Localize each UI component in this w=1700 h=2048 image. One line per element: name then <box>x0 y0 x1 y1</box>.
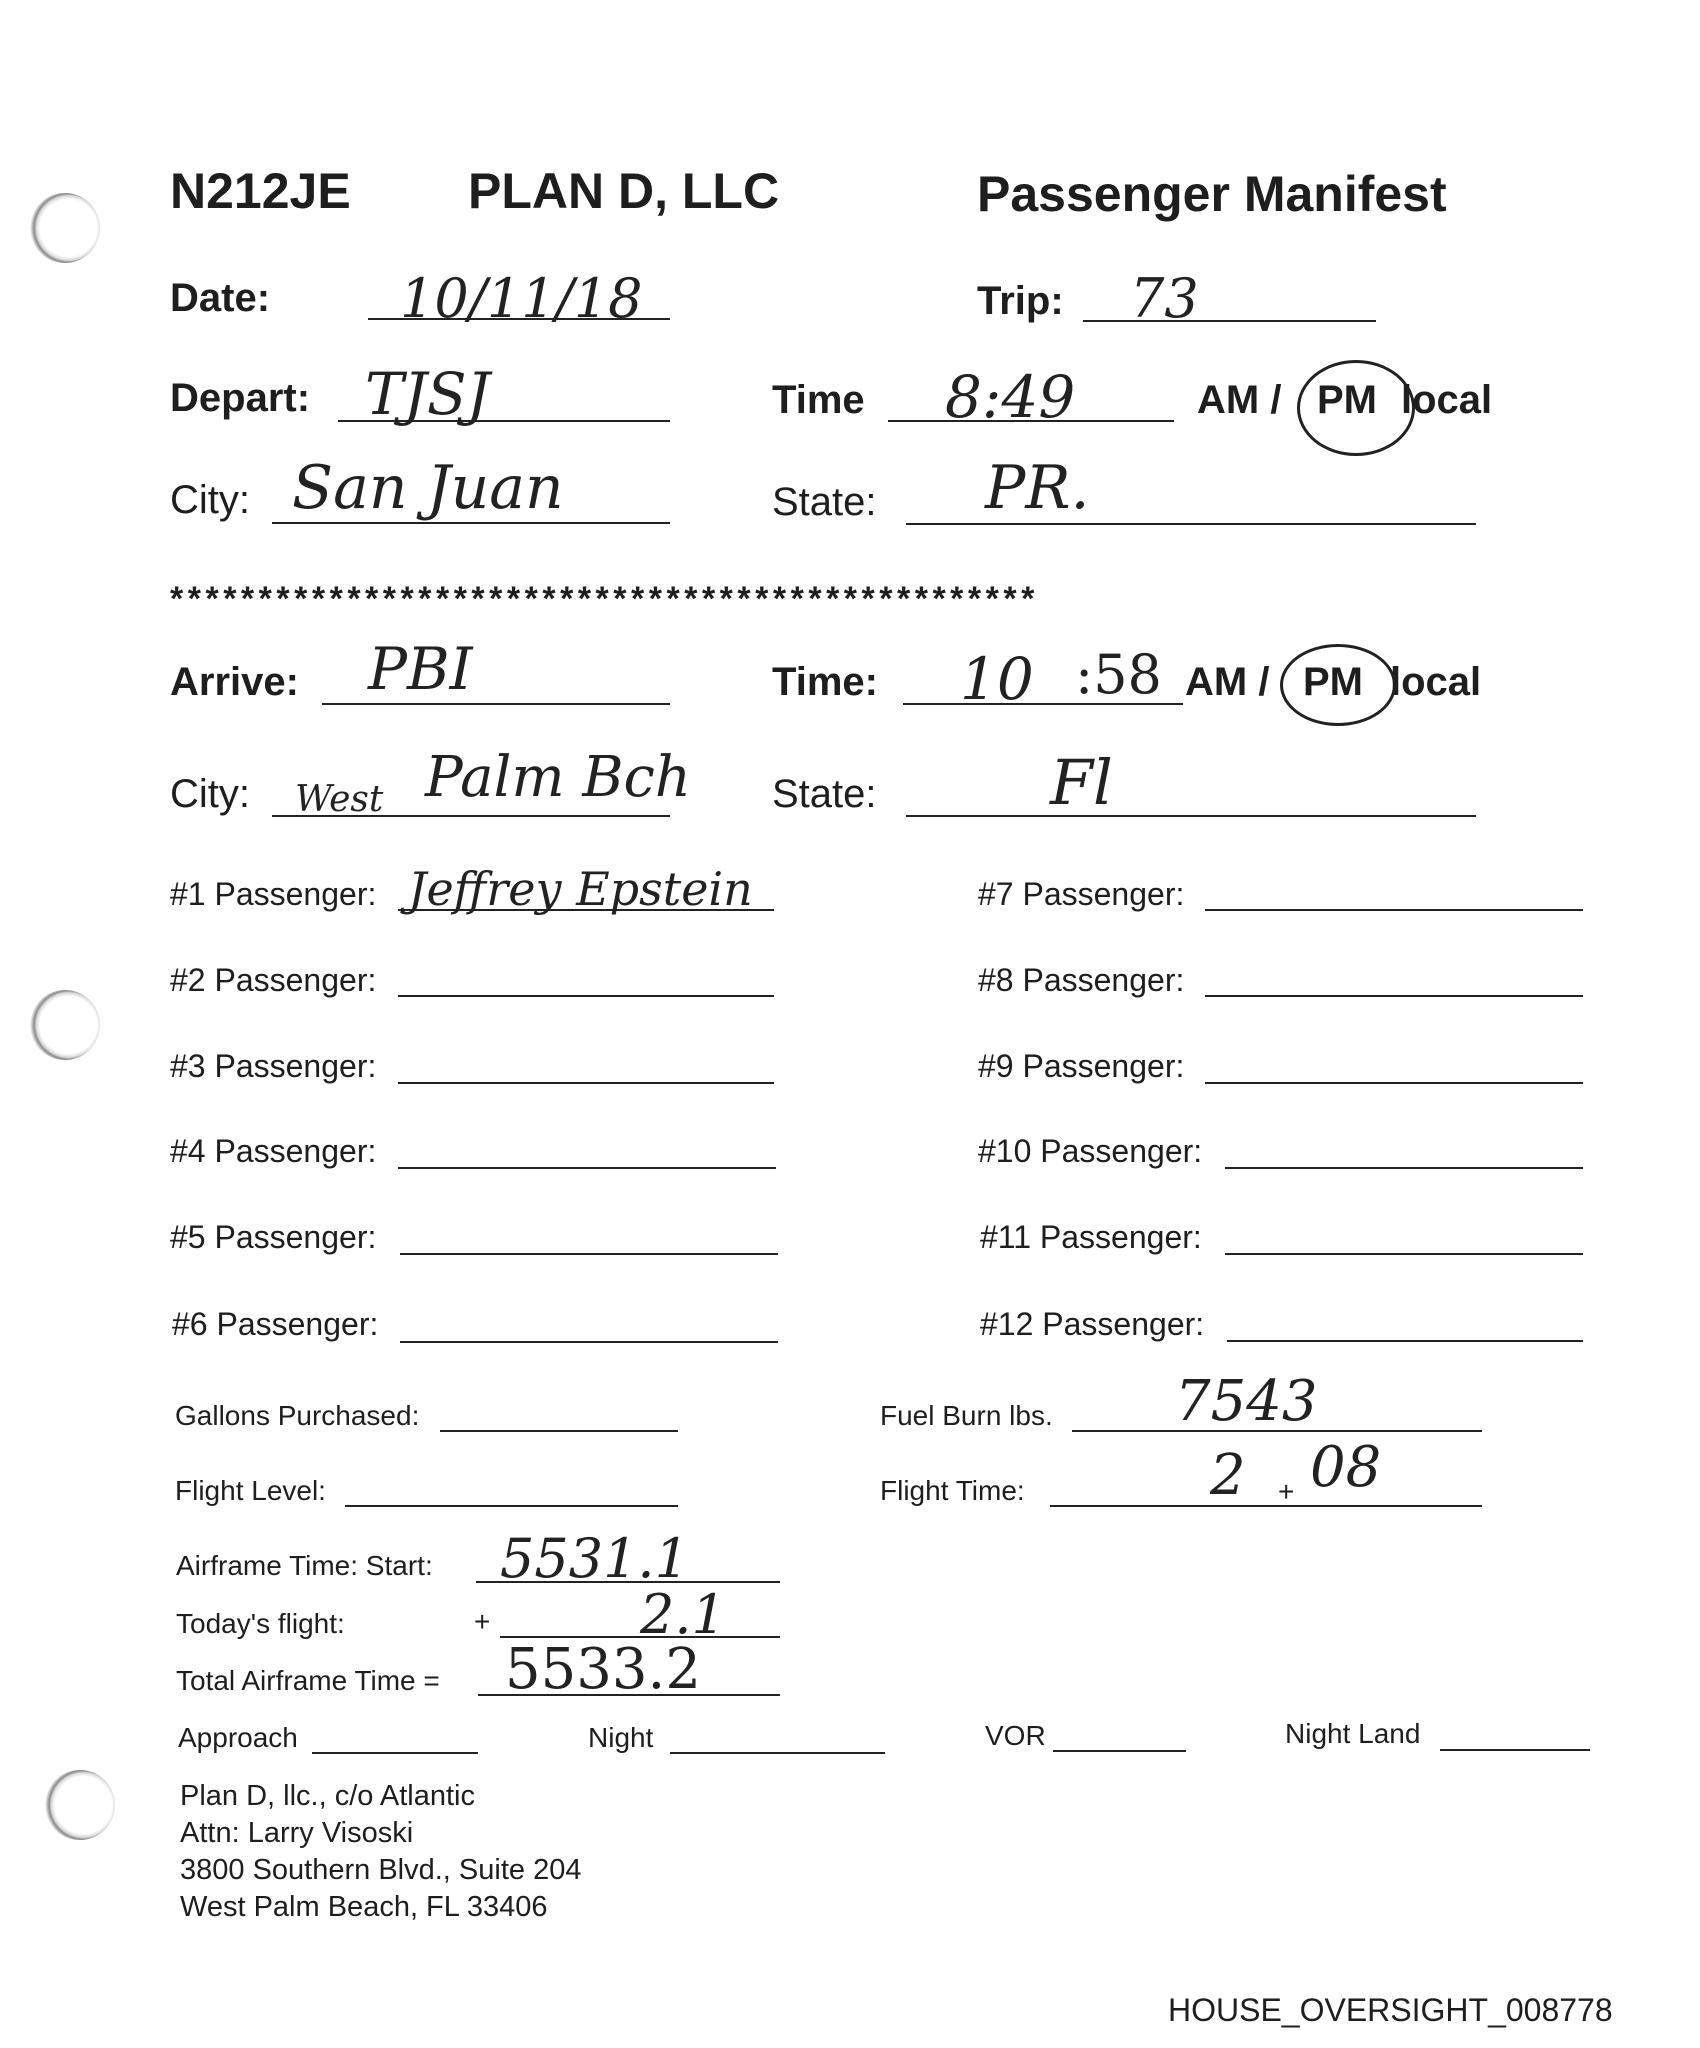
passenger-12-line <box>1227 1340 1583 1342</box>
total-airframe-label: Total Airframe Time = <box>176 1665 440 1696</box>
airframe-start-label: Airframe Time: Start: <box>176 1550 433 1581</box>
punch-hole-bottom <box>45 1770 115 1840</box>
punch-hole-top <box>30 193 100 263</box>
fuel-burn-value[interactable]: 7543 <box>1175 1369 1318 1434</box>
passenger-4-line <box>398 1167 776 1169</box>
flight-level-line <box>345 1505 678 1507</box>
depart-local-label: local <box>1401 378 1493 422</box>
arrive-pm-label: PM <box>1303 660 1363 704</box>
depart-code-value[interactable]: TJSJ <box>365 360 490 428</box>
arrive-state-label: State: <box>772 772 877 816</box>
arrive-city-label: City: <box>170 772 250 816</box>
flight-time-separator: + <box>1278 1476 1295 1507</box>
footer-line-2: Attn: Larry Visoski <box>180 1817 414 1849</box>
tail-number: N212JE <box>170 163 351 219</box>
footer-line-4: West Palm Beach, FL 33406 <box>180 1891 548 1923</box>
depart-pm-circle <box>1297 360 1415 456</box>
gallons-purchased-label: Gallons Purchased: <box>175 1400 420 1431</box>
depart-am-label: AM / <box>1197 378 1282 422</box>
bates-number: HOUSE_OVERSIGHT_008778 <box>1168 1992 1613 2028</box>
gallons-purchased-line <box>440 1430 678 1432</box>
passenger-11-line <box>1225 1253 1583 1255</box>
depart-city-value[interactable]: San Juan <box>292 453 564 523</box>
arrive-state-value[interactable]: Fl <box>1050 746 1113 819</box>
flight-time-hours-value[interactable]: 2 <box>1210 1443 1246 1508</box>
night-land-line <box>1440 1749 1590 1751</box>
arrive-label: Arrive: <box>170 660 299 704</box>
passenger-1-label: #1 Passenger: <box>170 876 377 912</box>
arrive-code-value[interactable]: PBI <box>368 635 473 703</box>
night-land-label: Night Land <box>1285 1718 1421 1749</box>
passenger-3-label: #3 Passenger: <box>170 1048 377 1084</box>
page-title: Passenger Manifest <box>977 166 1447 222</box>
passenger-11-label: #11 Passenger: <box>980 1219 1202 1255</box>
night-line <box>670 1752 885 1754</box>
night-label: Night <box>588 1722 654 1753</box>
passenger-4-label: #4 Passenger: <box>170 1133 377 1169</box>
total-airframe-value[interactable]: 5533.2 <box>505 1637 701 1702</box>
passenger-6-label: #6 Passenger: <box>172 1306 379 1342</box>
passenger-12-label: #12 Passenger: <box>980 1306 1205 1342</box>
passenger-9-label: #9 Passenger: <box>978 1048 1185 1084</box>
arrive-line <box>322 703 670 705</box>
company-name: PLAN D, LLC <box>468 163 780 219</box>
fuel-burn-label: Fuel Burn lbs. <box>880 1400 1053 1431</box>
depart-time-value[interactable]: 8:49 <box>945 363 1076 431</box>
flight-level-label: Flight Level: <box>175 1475 326 1506</box>
arrive-time-minute-value[interactable]: :58 <box>1075 643 1162 706</box>
trip-value[interactable]: 73 <box>1130 267 1199 330</box>
passenger-8-label: #8 Passenger: <box>978 962 1185 998</box>
arrive-city-value-b[interactable]: Palm Bch <box>425 745 691 810</box>
todays-flight-value[interactable]: 2.1 <box>640 1583 726 1646</box>
arrive-time-label: Time: <box>772 660 878 704</box>
arrive-state-line <box>906 815 1476 817</box>
flight-time-label: Flight Time: <box>880 1475 1025 1506</box>
depart-city-label: City: <box>170 478 250 522</box>
flight-time-minutes-value[interactable]: 08 <box>1310 1435 1382 1500</box>
depart-state-value[interactable]: PR. <box>985 453 1090 523</box>
approach-line <box>312 1752 478 1754</box>
depart-state-line <box>906 523 1476 525</box>
vor-line <box>1053 1750 1186 1752</box>
approach-label: Approach <box>178 1722 298 1753</box>
footer-line-1: Plan D, llc., c/o Atlantic <box>180 1780 475 1812</box>
passenger-7-line <box>1205 909 1583 911</box>
airframe-start-value[interactable]: 5531.1 <box>500 1527 689 1590</box>
passenger-3-line <box>398 1082 774 1084</box>
flight-time-line <box>1050 1505 1482 1507</box>
todays-flight-plus: + <box>474 1606 491 1637</box>
passenger-1-name[interactable]: Jeffrey Epstein <box>408 862 753 916</box>
footer-address <box>180 1778 581 1926</box>
date-label: Date: <box>170 276 271 320</box>
passenger-5-line <box>400 1253 778 1255</box>
passenger-2-line <box>398 995 774 997</box>
date-value[interactable]: 10/11/18 <box>400 267 643 330</box>
passenger-10-line <box>1225 1167 1583 1169</box>
arrive-local-label: local <box>1390 660 1482 704</box>
footer-line-3: 3800 Southern Blvd., Suite 204 <box>180 1854 582 1886</box>
passenger-7-label: #7 Passenger: <box>978 876 1185 912</box>
arrive-am-label: AM / <box>1185 660 1270 704</box>
arrive-city-value-a[interactable]: West <box>295 779 384 820</box>
passenger-6-line <box>400 1341 778 1343</box>
vor-label: VOR <box>985 1720 1046 1751</box>
punch-hole-middle <box>30 990 100 1060</box>
passenger-9-line <box>1205 1082 1583 1084</box>
separator-stars: ************************************************* <box>170 580 1039 618</box>
depart-state-label: State: <box>772 480 877 524</box>
passenger-2-label: #2 Passenger: <box>170 962 377 998</box>
depart-label: Depart: <box>170 376 311 420</box>
passenger-8-line <box>1205 995 1583 997</box>
depart-pm-label: PM <box>1317 378 1377 422</box>
passenger-5-label: #5 Passenger: <box>170 1219 377 1255</box>
arrive-pm-circle <box>1280 644 1396 726</box>
arrive-time-hour-value[interactable]: 10 <box>960 645 1034 713</box>
trip-line <box>1083 320 1376 322</box>
depart-time-label: Time <box>772 378 865 422</box>
passenger-10-label: #10 Passenger: <box>978 1133 1203 1169</box>
todays-flight-label: Today's flight: <box>176 1608 345 1639</box>
trip-label: Trip: <box>977 279 1064 323</box>
